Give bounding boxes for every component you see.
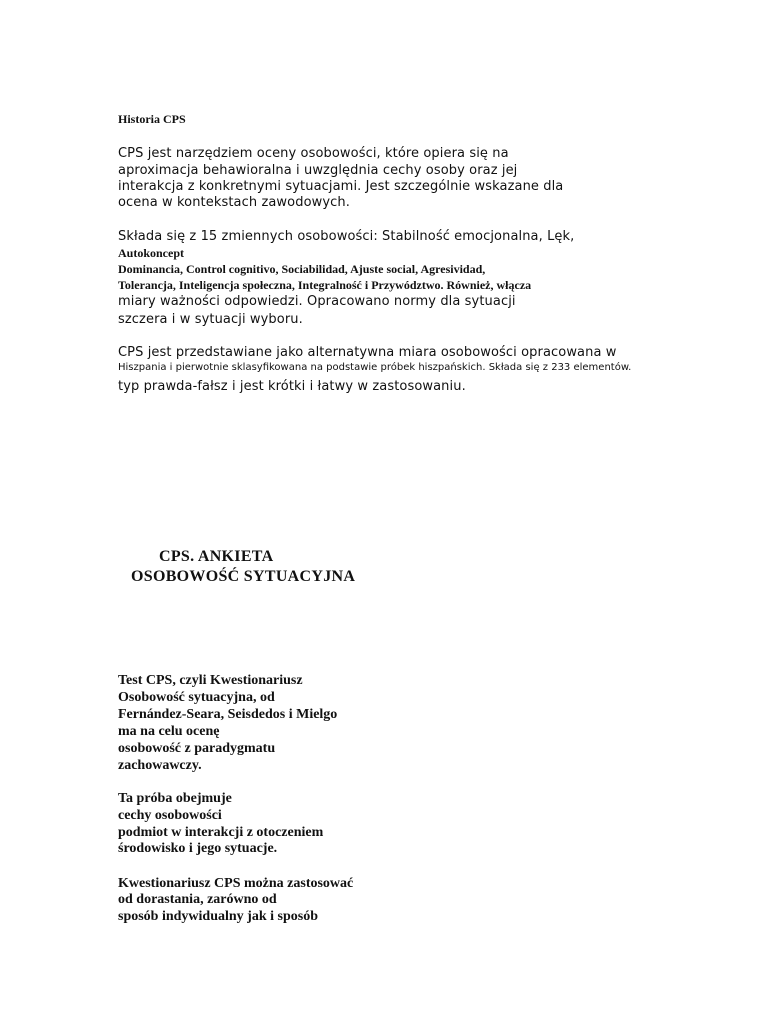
paragraph-line: aproximacja behawioralna i uwzględnia cechy osoby oraz jej: [118, 163, 518, 178]
body-line: Test CPS, czyli Kwestionariusz: [118, 673, 303, 688]
body-line: Fernández-Seara, Seisdedos i Mielgo: [118, 707, 338, 722]
small-paragraph-line: Hiszpania i pierwotnie sklasyfikowana na podstawie próbek hiszpańskich. Składa się z 233 elementów.: [118, 362, 632, 373]
paragraph-line: interakcja z konkretnymi sytuacjami. Jest szczególnie wskazane dla: [118, 179, 564, 194]
bold-variable-line: Tolerancja, Inteligencja społeczna, Integralność i Przywództwo. Również, włącza: [118, 278, 532, 292]
body-line: środowisko i jego sytuacje.: [118, 841, 278, 856]
body-line: osobowość z paradygmatu: [118, 741, 276, 756]
body-line: od dorastania, zarówno od: [118, 892, 277, 907]
body-line: cechy osobowości: [118, 808, 222, 823]
paragraph-line: ocena w kontekstach zawodowych.: [118, 195, 350, 210]
body-line: sposób indywidualny jak i sposób: [118, 909, 318, 924]
paragraph-line: szczera i w sytuacji wyboru.: [118, 312, 303, 327]
paragraph-line: miary ważności odpowiedzi. Opracowano normy dla sytuacji: [118, 294, 516, 309]
body-line: Kwestionariusz CPS można zastosować: [118, 876, 354, 891]
paragraph-line: CPS jest przedstawiane jako alternatywna miara osobowości opracowana w: [118, 345, 617, 360]
bold-variable-line: Dominancia, Control cognitivo, Sociabilidad, Ajuste social, Agresividad,: [118, 262, 486, 276]
paragraph-line: CPS jest narzędziem oceny osobowości, które opiera się na: [118, 146, 509, 161]
body-line: Ta próba obejmuje: [118, 791, 232, 806]
body-line: Osobowość sytuacyjna, od: [118, 690, 275, 705]
paragraph-line: Składa się z 15 zmiennych osobowości: Stabilność emocjonalna, Lęk,: [118, 229, 575, 244]
body-line: ma na celu ocenę: [118, 724, 220, 739]
heading-line: OSOBOWOŚĆ SYTUACYJNA: [131, 568, 356, 585]
paragraph-line: typ prawda-fałsz i jest krótki i łatwy w zastosowaniu.: [118, 379, 466, 394]
heading-line: CPS. ANKIETA: [159, 548, 274, 565]
section-title: Historia CPS: [118, 112, 186, 126]
body-line: zachowawczy.: [118, 758, 202, 773]
body-line: podmiot w interakcji z otoczeniem: [118, 825, 324, 840]
bold-variable-line: Autokoncept: [118, 246, 185, 260]
